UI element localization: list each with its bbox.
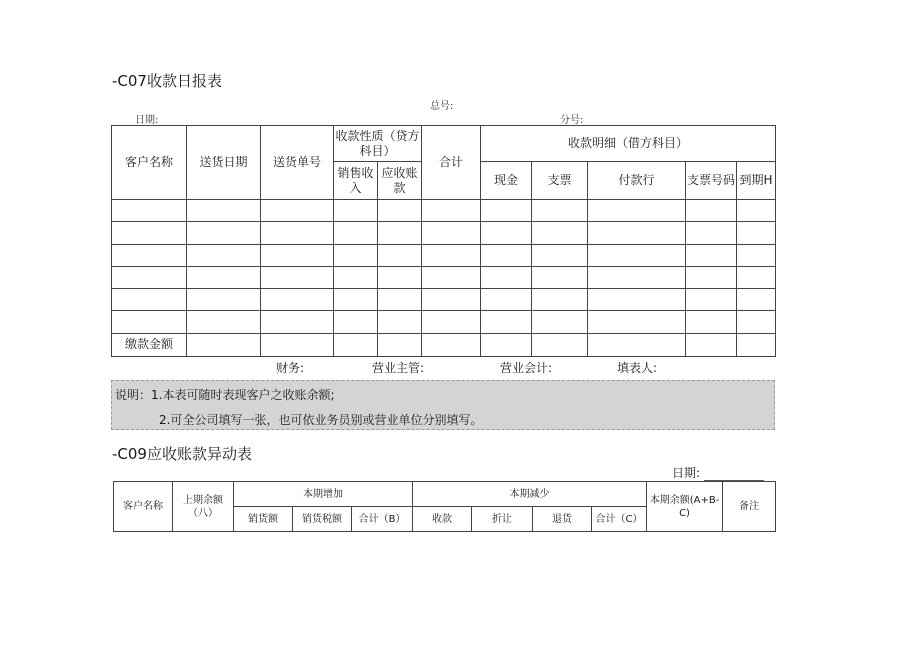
table-cell[interactable] xyxy=(187,333,261,356)
table-cell[interactable] xyxy=(737,289,776,311)
table-cell[interactable] xyxy=(378,311,422,333)
sig-finance: 财务: xyxy=(276,361,305,375)
footer-row xyxy=(112,333,776,356)
table-cell[interactable] xyxy=(532,311,588,333)
table-cell[interactable] xyxy=(422,333,481,356)
table-cell[interactable] xyxy=(378,199,422,221)
h2-returns: 退货 xyxy=(533,507,592,532)
table-row xyxy=(112,199,776,221)
header-check: 支票 xyxy=(532,162,588,199)
table-cell[interactable] xyxy=(588,199,686,221)
table-cell[interactable] xyxy=(532,244,588,266)
table-cell[interactable] xyxy=(481,311,532,333)
table-cell[interactable] xyxy=(187,266,261,288)
table-cell[interactable] xyxy=(378,333,422,356)
table-cell[interactable] xyxy=(686,199,737,221)
table-cell[interactable] xyxy=(187,311,261,333)
table-cell[interactable] xyxy=(481,222,532,244)
ar-change-table xyxy=(113,481,776,532)
h2-sum-b: 合计（B） xyxy=(352,507,413,532)
h2-discount: 折让 xyxy=(472,507,533,532)
table-cell[interactable] xyxy=(481,333,532,356)
table-cell[interactable] xyxy=(532,199,588,221)
table-cell[interactable] xyxy=(686,289,737,311)
date-label: 日期: xyxy=(135,115,159,126)
table-cell[interactable] xyxy=(737,244,776,266)
table-cell[interactable] xyxy=(422,222,481,244)
table-cell[interactable] xyxy=(334,199,378,221)
table-cell[interactable] xyxy=(187,289,261,311)
table-cell[interactable] xyxy=(588,266,686,288)
table-cell[interactable] xyxy=(334,311,378,333)
table-cell[interactable] xyxy=(334,244,378,266)
table-cell[interactable] xyxy=(261,289,334,311)
footer-payment-label: 缴款金额 xyxy=(112,333,187,356)
header-due: 到期H xyxy=(737,162,776,199)
table-cell[interactable] xyxy=(261,222,334,244)
header-sales-income: 销售收入 xyxy=(334,162,378,199)
table-cell[interactable] xyxy=(686,311,737,333)
table-cell[interactable] xyxy=(261,311,334,333)
table-cell[interactable] xyxy=(378,266,422,288)
header-check-no: 支票号码 xyxy=(686,162,737,199)
header-ship-no: 送货单号 xyxy=(261,126,334,200)
table-cell[interactable] xyxy=(112,222,187,244)
table-cell[interactable] xyxy=(737,222,776,244)
table-cell[interactable] xyxy=(422,244,481,266)
table-cell[interactable] xyxy=(686,244,737,266)
table-cell[interactable] xyxy=(187,199,261,221)
table-cell[interactable] xyxy=(378,244,422,266)
table-cell[interactable] xyxy=(737,266,776,288)
form1-title: -C07收款日报表 xyxy=(112,72,222,90)
table-cell[interactable] xyxy=(686,266,737,288)
h2-prev-balance: 上期余额（八） xyxy=(173,482,234,532)
form2-date xyxy=(672,464,764,481)
table-cell[interactable] xyxy=(532,266,588,288)
table-cell[interactable] xyxy=(422,311,481,333)
h2-balance: 本期余额(A+B-C) xyxy=(647,482,723,532)
table-cell[interactable] xyxy=(378,222,422,244)
table-cell[interactable] xyxy=(737,199,776,221)
table-cell[interactable] xyxy=(588,289,686,311)
table-cell[interactable] xyxy=(737,311,776,333)
header-customer: 客户名称 xyxy=(112,126,187,200)
table-cell[interactable] xyxy=(334,222,378,244)
table-row xyxy=(112,244,776,266)
form2-title: -C09应收账款异动表 xyxy=(112,445,252,463)
table-cell[interactable] xyxy=(112,289,187,311)
table-cell[interactable] xyxy=(112,199,187,221)
form2-date-field[interactable] xyxy=(704,468,764,481)
h2-sum-c: 合计（C） xyxy=(592,507,647,532)
table-row xyxy=(112,311,776,333)
header-total: 合计 xyxy=(422,126,481,200)
sig-accountant: 营业会计: xyxy=(500,361,553,375)
header-detail: 收款明细（借方科目） xyxy=(481,126,776,162)
table-cell[interactable] xyxy=(261,244,334,266)
sig-manager: 营业主管: xyxy=(372,361,425,375)
table-cell[interactable] xyxy=(187,222,261,244)
header-bank: 付款行 xyxy=(588,162,686,199)
table-cell[interactable] xyxy=(686,222,737,244)
h2-sales-amount: 销货额 xyxy=(234,507,293,532)
table-cell[interactable] xyxy=(588,244,686,266)
header-nature: 收款性质（贷方科目） xyxy=(334,126,422,162)
table-cell[interactable] xyxy=(261,199,334,221)
header-ar: 应收账款 xyxy=(378,162,422,199)
h2-customer: 客户名称 xyxy=(114,482,173,532)
note-line-1: 说明：1.本表可随时表现客户之收账余额; xyxy=(115,388,335,402)
daily-receipt-table xyxy=(111,125,776,357)
table-cell[interactable] xyxy=(686,333,737,356)
table-cell[interactable] xyxy=(532,333,588,356)
header-cash: 现金 xyxy=(481,162,532,199)
table-cell[interactable] xyxy=(737,333,776,356)
h2-sales-tax: 销货税额 xyxy=(293,507,352,532)
note-line-2: 2.可全公司填写一张，也可依业务员别或营业单位分别填写。 xyxy=(159,413,483,427)
sig-filler: 填表人: xyxy=(617,361,658,375)
table-cell[interactable] xyxy=(187,244,261,266)
table-cell[interactable] xyxy=(481,289,532,311)
table-cell[interactable] xyxy=(112,244,187,266)
table-cell[interactable] xyxy=(334,266,378,288)
h2-decrease: 本期减少 xyxy=(413,482,647,507)
h2-remark: 备注 xyxy=(723,482,776,532)
table-cell[interactable] xyxy=(532,289,588,311)
table-cell[interactable] xyxy=(588,333,686,356)
table-cell[interactable] xyxy=(588,222,686,244)
table-cell[interactable] xyxy=(261,266,334,288)
table-cell[interactable] xyxy=(422,266,481,288)
table-cell[interactable] xyxy=(112,266,187,288)
form2-date-label: 日期: xyxy=(672,466,701,480)
table-cell[interactable] xyxy=(261,333,334,356)
notes-box xyxy=(111,380,775,430)
table-cell[interactable] xyxy=(422,289,481,311)
table-cell[interactable] xyxy=(481,199,532,221)
table-cell[interactable] xyxy=(334,289,378,311)
table-cell[interactable] xyxy=(481,244,532,266)
h2-receipt: 收款 xyxy=(413,507,472,532)
table-row xyxy=(112,266,776,288)
table-cell[interactable] xyxy=(378,289,422,311)
table-cell[interactable] xyxy=(422,199,481,221)
table-cell[interactable] xyxy=(588,311,686,333)
sub-no-label: 分号: xyxy=(560,115,584,126)
table-cell[interactable] xyxy=(532,222,588,244)
total-no-label: 总号: xyxy=(430,101,454,112)
table-cell[interactable] xyxy=(112,311,187,333)
table-row xyxy=(112,289,776,311)
header-ship-date: 送货日期 xyxy=(187,126,261,200)
table-cell[interactable] xyxy=(334,333,378,356)
table-cell[interactable] xyxy=(481,266,532,288)
table-row xyxy=(112,222,776,244)
h2-increase: 本期增加 xyxy=(234,482,413,507)
